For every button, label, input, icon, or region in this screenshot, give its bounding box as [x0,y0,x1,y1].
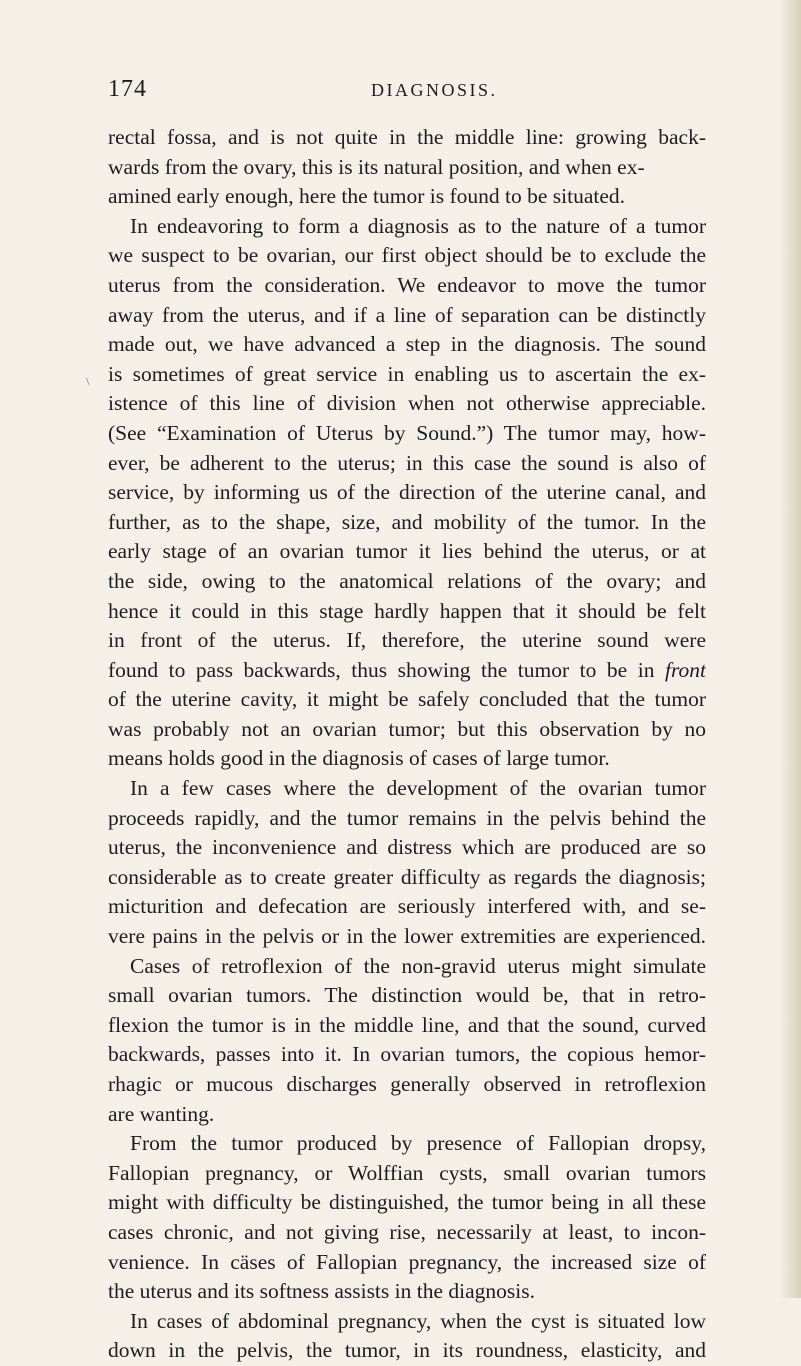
text-line: hence it could in this stage hardly happen that it should be felt [108,598,706,623]
text-line: uterus, the inconvenience and distress which are produced are so [108,835,706,860]
text-line: amined early enough, here the tumor is found to be situated. [108,184,626,209]
text-line: In endeavoring to form a diagnosis as to the nature of a tumor [130,213,706,238]
italic-word: front [664,657,706,682]
text-line: From the tumor produced by presence of Fallopian dropsy, [130,1131,706,1156]
text-line: the side, owing to the anatomical relations of the ovary; and [108,568,706,593]
text-line: made out, we have advanced a step in the diagnosis. The sound [108,332,706,357]
text-line: rhagic or mucous discharges generally observed in retroflexion [108,1072,706,1096]
page-header [108,76,708,106]
page-number: 174 [108,76,147,102]
text-line: venience. In cäses of Fallopian pregnancy, the increased size of [108,1249,706,1274]
text-line: early stage of an ovarian tumor it lies behind the uterus, or at [108,539,706,564]
text-line: Fallopian pregnancy, or Wolffian cysts, small ovarian tumors [108,1160,706,1185]
text-line: cases chronic, and not giving rise, necessarily at least, to incon- [108,1219,706,1244]
text-line: we suspect to be ovarian, our first object should be to exclude the [108,243,706,268]
text-line: Cases of retroflexion of the non-gravid uterus might simulate [130,953,706,978]
text-line-with-italic [108,656,706,686]
text-line: the uterus and its softness assists in the diagnosis. [108,1279,535,1304]
text-line: of the uterine cavity, it might be safely concluded that the tumor [108,687,706,712]
text-line: away from the uterus, and if a line of separation can be distinctly [108,302,706,327]
running-head: DIAGNOSIS. [371,80,498,100]
text-line: is sometimes of great service in enabling us to ascertain the ex- [108,361,706,386]
text-line: In cases of abdominal pregnancy, when the cyst is situated low [130,1308,706,1333]
margin-mark: \ [86,374,90,388]
text-line: considerable as to create greater difficulty as regards the diagnosis; [108,864,706,889]
text-line: proceeds rapidly, and the tumor remains in the pelvis behind the [108,805,706,830]
text-line: In a few cases where the development of the ovarian tumor [130,776,706,801]
text-line: uterus from the consideration. We endeavor to move the tumor [108,272,706,297]
page-edge-shadow [779,0,801,1298]
body-text [108,123,706,1366]
text-line: in front of the uterus. If, therefore, the uterine sound were [108,628,706,653]
text-line: flexion the tumor is in the middle line, and that the sound, curved [108,1012,706,1037]
text-line: was probably not an ovarian tumor; but this observation by no [108,716,706,741]
text-line: micturition and defecation are seriously interfered with, and se- [108,894,706,919]
text-line: ever, be adherent to the uterus; in this case the sound is also of [108,450,706,475]
text-line: (See “Examination of Uterus by Sound.”) The tumor may, how- [108,420,706,445]
text-line: further, as to the shape, size, and mobility of the tumor. In the [108,509,706,534]
text-line: small ovarian tumors. The distinction would be, that in retro- [108,983,706,1008]
text-line: rectal fossa, and is not quite in the middle line: growing back- [108,125,706,149]
text-line: are wanting. [108,1101,215,1126]
text-line: might with difficulty be distinguished, the tumor being in all these [108,1190,706,1215]
text-line: means holds good in the diagnosis of cases of large tumor. [108,746,610,771]
text-line: down in the pelvis, the tumor, in its roundness, elasticity, and [108,1338,706,1363]
text-line: wards from the ovary, this is its natural position, and when ex- [108,154,645,179]
text-line: backwards, passes into it. In ovarian tumors, the copious hemor- [108,1042,706,1067]
text-line: service, by informing us of the direction of the uterine canal, and [108,480,706,505]
text-line: vere pains in the pelvis or in the lower extremities are experienced. [108,924,706,949]
text-line-segment: found to pass backwards, thus showing the tumor to be in [108,657,655,682]
text-line: istence of this line of division when not otherwise appreciable. [108,391,706,416]
